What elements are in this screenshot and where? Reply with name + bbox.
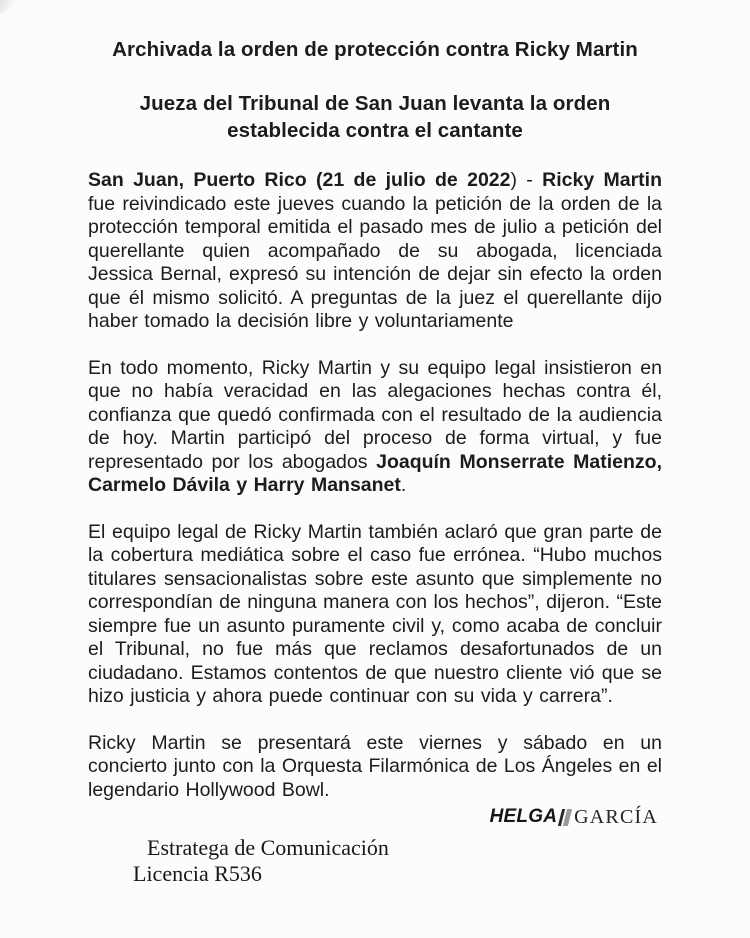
subheadline [0,90,750,144]
media-coverage-text: El equipo legal de Ricky Martin también aclaró que gran parte de la cobertura mediática sobre el caso fue errónea. “Hubo muchos titulares sensacionalistas sobre este asunto que simplemente no correspondían de ninguna manera con los hechos”, dijeron. “Este siempre fue un asunto puramente civil y, como acaba de concluir el Tribunal, no fue más que reclamos desafortunados de un ciudadano. Estamos contentos de que nuestro cliente vió que se hizo justicia y ahora puede continuar con su vida y carrera”. [88,520,662,707]
legal-team-period: . [400,474,407,496]
logo-helga-wordmark: HELGA [489,806,558,827]
paragraph-media-coverage [88,521,662,709]
article-body [88,169,662,828]
subheadline-line-1: Jueza del Tribunal de San Juan levanta la orden [139,92,611,115]
dateline-location-date: San Juan, Puerto Rico (21 de julio de 2022 [88,169,511,191]
dateline-body-text: fue reivindicado este jueves cuando la petición de la orden de la protección temporal emitida el pasado mes de julio a petición del querellante quien acompañado de su abogada, licenciada Jessica Bernal, expresó su intención de dejar sin efecto la orden que él mismo solicitó. A preguntas de la juez el querellante dijo haber tomado la decisión libre y voluntariamente [88,192,662,332]
signature-logo [88,806,658,828]
logo-garcia-wordmark: GARCÍA [574,805,658,828]
dateline-separator: ) - [510,169,543,191]
headline: Archivada la orden de protección contra Ricky Martin [112,38,638,61]
dateline-subject-name: Ricky Martin [542,169,663,191]
paragraph-legal-team [88,357,662,498]
signature-block [0,835,750,887]
legal-team-body-text: En todo momento, Ricky Martin y su equipo legal insistieron en que no había veracidad en las alegaciones hechas contra él, confianza que quedó confirmada con el resultado de la audiencia de hoy. Martin participó del proceso de forma virtual, y fue representado por los abogados [88,356,662,473]
subheadline-line-2: establecida contra el cantante [227,119,523,142]
signature-role: Estratega de Comunicación [147,835,389,860]
paragraph-dateline [88,169,662,334]
concert-text: Ricky Martin se presentará este viernes y sábado en un concierto junto con la Orquesta Filarmónica de Los Ángeles en el legendario Hollywood Bowl. [88,731,662,801]
paragraph-concert [88,732,662,803]
signature-license: Licencia R536 [133,861,262,886]
legal-team-attorney-names: Joaquín Monserrate Matienzo, Carmelo Dávila y Harry Mansanet [88,450,662,496]
